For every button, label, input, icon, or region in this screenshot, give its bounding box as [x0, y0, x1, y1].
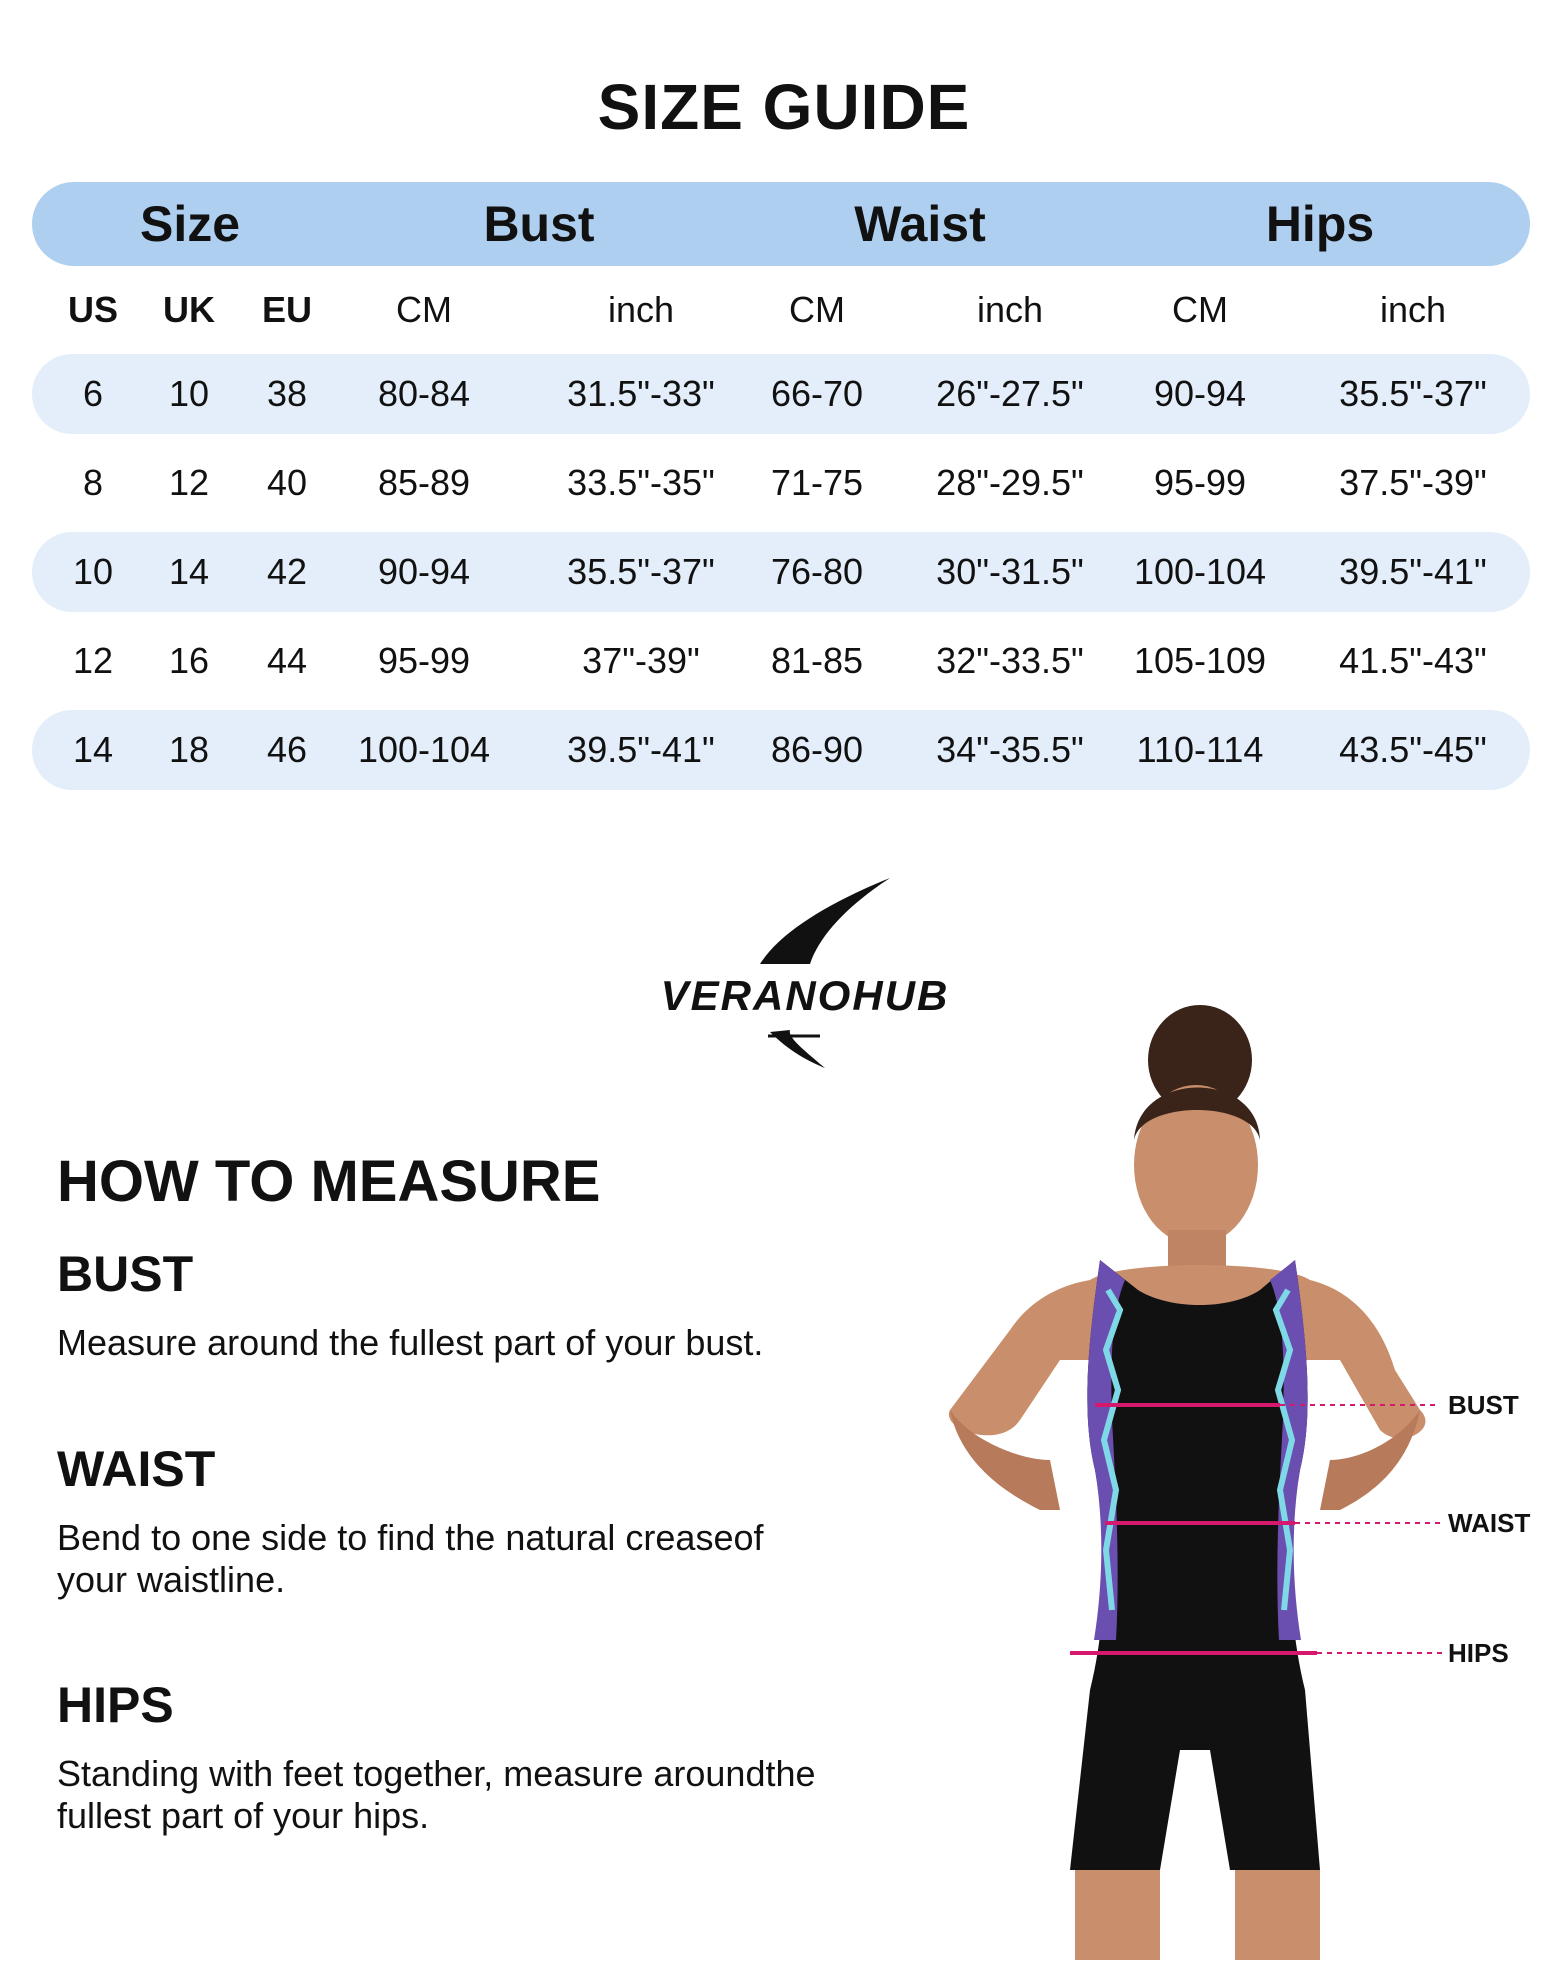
- cell-hips-cm: 100-104: [1133, 551, 1267, 592]
- cell-us: 8: [82, 462, 104, 503]
- cell-hips-inch: 39.5"-41": [1339, 551, 1487, 592]
- cell-hips-inch: 41.5"-43": [1339, 640, 1487, 681]
- table-row: [32, 710, 1530, 790]
- header-bust: Bust: [483, 196, 595, 252]
- subheader-us: US: [67, 289, 119, 330]
- cell-waist-inch: 26"-27.5": [936, 373, 1084, 414]
- cell-waist-cm: 76-80: [770, 551, 864, 592]
- cell-bust-inch: 39.5"-41": [567, 729, 715, 770]
- swimsuit-model-illustration: [880, 990, 1568, 1960]
- cell-hips-inch: 43.5"-45": [1339, 729, 1487, 770]
- subheader-hips-cm: CM: [1172, 289, 1228, 330]
- cell-uk: 16: [168, 640, 210, 681]
- figure-label-hips: HIPS: [1448, 1638, 1509, 1668]
- cell-hips-inch: 35.5"-37": [1339, 373, 1487, 414]
- cell-us: 6: [82, 373, 104, 414]
- cell-eu: 46: [266, 729, 308, 770]
- subheader-bust-cm: CM: [396, 289, 452, 330]
- model-figure: [880, 990, 1568, 1960]
- cell-bust-inch: 35.5"-37": [567, 551, 715, 592]
- table-body: [32, 354, 1530, 790]
- subheader-bust-inch: inch: [607, 289, 675, 330]
- table-row: [32, 354, 1530, 434]
- brand-name: VERANOHUB: [660, 972, 950, 1019]
- cell-eu: 42: [266, 551, 308, 592]
- cell-us: 12: [72, 640, 114, 681]
- cell-bust-cm: 90-94: [377, 551, 471, 592]
- cell-waist-cm: 66-70: [770, 373, 864, 414]
- cell-waist-inch: 32"-33.5": [936, 640, 1084, 681]
- cell-bust-inch: 37"-39": [582, 640, 700, 681]
- cell-us: 14: [72, 729, 114, 770]
- table-sub-header: [32, 266, 1530, 354]
- cell-eu: 38: [266, 373, 308, 414]
- table-group-header: [32, 182, 1530, 266]
- cell-hips-cm: 110-114: [1136, 729, 1264, 770]
- cell-eu: 44: [266, 640, 308, 681]
- cell-bust-inch: 33.5"-35": [567, 462, 715, 503]
- cell-hips-cm: 90-94: [1153, 373, 1247, 414]
- cell-bust-cm: 80-84: [377, 373, 471, 414]
- cell-waist-inch: 34"-35.5": [936, 729, 1084, 770]
- cell-uk: 18: [168, 729, 210, 770]
- subheader-eu: EU: [261, 289, 313, 330]
- cell-bust-cm: 100-104: [357, 729, 491, 770]
- cell-uk: 10: [168, 373, 210, 414]
- subheader-uk: UK: [163, 289, 215, 330]
- hips-description: Standing with feet together, measure aroundthe fullest part of your hips.: [57, 1753, 816, 1836]
- table-row: [32, 532, 1530, 612]
- page-title: SIZE GUIDE: [597, 71, 971, 143]
- table-row: [32, 621, 1530, 701]
- cell-waist-cm: 86-90: [770, 729, 864, 770]
- header-size: Size: [139, 196, 241, 252]
- cell-bust-cm: 95-99: [377, 640, 471, 681]
- figure-label-bust: BUST: [1448, 1390, 1519, 1420]
- bust-description: Measure around the fullest part of your bust.: [57, 1322, 764, 1363]
- cell-waist-inch: 28"-29.5": [936, 462, 1084, 503]
- subheader-waist-cm: CM: [789, 289, 845, 330]
- figure-label-waist: WAIST: [1448, 1508, 1531, 1538]
- size-table: [32, 182, 1530, 799]
- cell-uk: 14: [168, 551, 210, 592]
- waist-description: Bend to one side to find the natural creaseof your waistline.: [57, 1517, 764, 1600]
- cell-hips-cm: 105-109: [1133, 640, 1267, 681]
- table-row: [32, 443, 1530, 523]
- subheader-waist-inch: inch: [976, 289, 1044, 330]
- cell-uk: 12: [168, 462, 210, 503]
- cell-hips-inch: 37.5"-39": [1339, 462, 1487, 503]
- cell-waist-cm: 71-75: [770, 462, 864, 503]
- how-to-measure-title: HOW TO MEASURE: [57, 1149, 601, 1214]
- header-waist: Waist: [854, 196, 986, 252]
- cell-hips-cm: 95-99: [1153, 462, 1247, 503]
- bust-heading: BUST: [57, 1246, 194, 1302]
- waist-heading: WAIST: [57, 1441, 216, 1497]
- header-hips: Hips: [1265, 196, 1375, 252]
- cell-waist-cm: 81-85: [770, 640, 864, 681]
- cell-bust-inch: 31.5"-33": [567, 373, 715, 414]
- subheader-hips-inch: inch: [1379, 289, 1447, 330]
- cell-us: 10: [72, 551, 114, 592]
- cell-waist-inch: 30"-31.5": [936, 551, 1084, 592]
- hips-heading: HIPS: [57, 1677, 174, 1733]
- cell-bust-cm: 85-89: [377, 462, 471, 503]
- cell-eu: 40: [266, 462, 308, 503]
